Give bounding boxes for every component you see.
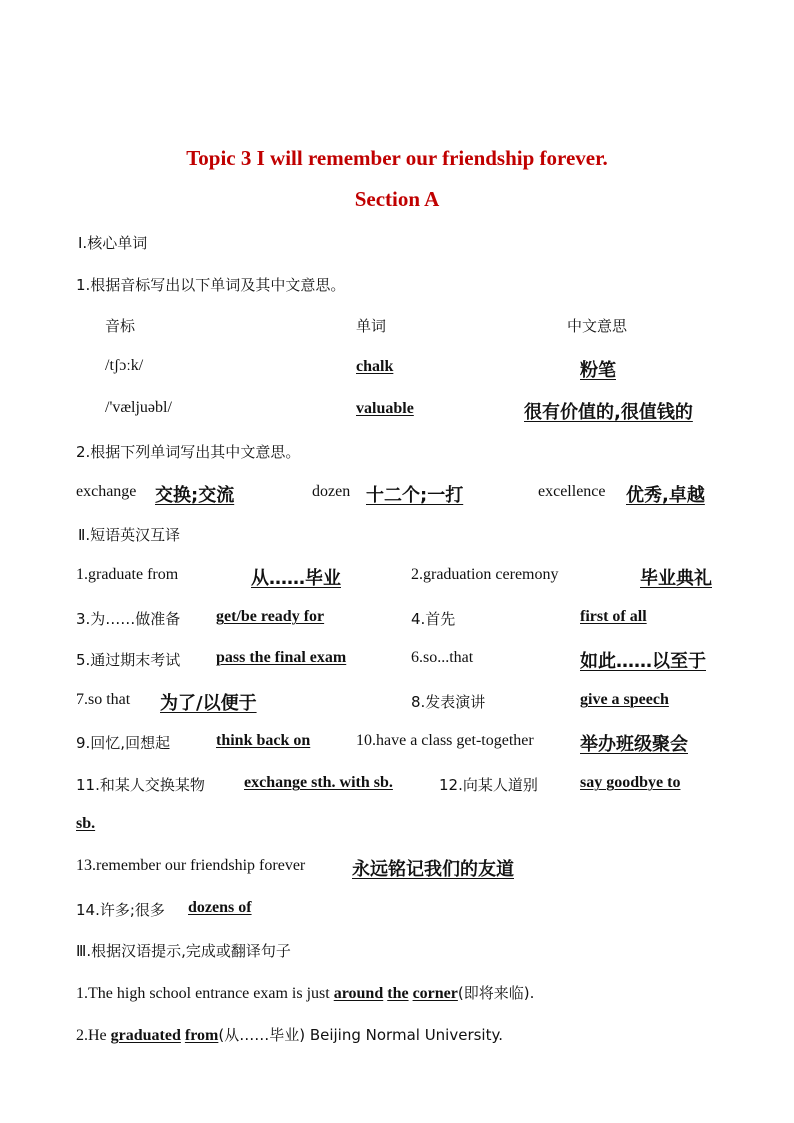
- word-answer-2: valuable: [356, 400, 414, 417]
- phrase-a-2: 毕业典礼: [640, 568, 712, 589]
- meaning-answer-1: 粉笔: [580, 360, 616, 381]
- phrase-q-13: 13.remember our friendship forever: [76, 857, 306, 874]
- phrase-q-12: 12.向某人道别: [439, 776, 538, 794]
- phrase-a-6: 如此……以至于: [580, 651, 706, 672]
- q2-word-2: dozen: [312, 483, 351, 500]
- phrase-a-14: dozens of: [188, 899, 252, 916]
- q2-answer-2: 十二个;一打: [366, 485, 464, 506]
- phrase-q-11: 11.和某人交换某物: [76, 776, 205, 794]
- phrase-a-4: first of all: [580, 608, 647, 625]
- q2-answer-3: 优秀,卓越: [626, 485, 705, 506]
- header-word: 单词: [356, 317, 387, 335]
- q1-instruction: 1.根据音标写出以下单词及其中文意思。: [76, 276, 346, 294]
- phrase-a-11: exchange sth. with sb.: [244, 774, 393, 791]
- sentence-1-answer-1: around: [333, 985, 384, 1002]
- sentence-1-post: (即将来临).: [457, 984, 535, 1002]
- header-phonetic: 音标: [105, 317, 136, 335]
- phrase-a-3: get/be ready for: [216, 608, 325, 625]
- sentence-2-answer-1: graduated: [110, 1027, 181, 1044]
- phrase-q-3: 3.为……做准备: [76, 610, 181, 628]
- phonetic-1: /tʃɔːk/: [105, 357, 144, 374]
- part3-heading: Ⅲ.根据汉语提示,完成或翻译句子: [76, 942, 291, 960]
- phrase-a-13: 永远铭记我们的友道: [352, 859, 514, 880]
- section-title: Section A: [354, 187, 440, 211]
- phrase-a-12: say goodbye to: [580, 774, 681, 791]
- phrase-q-14: 14.许多;很多: [76, 901, 165, 919]
- phrase-a-10: 举办班级聚会: [580, 734, 688, 755]
- q2-instruction: 2.根据下列单词写出其中文意思。: [76, 443, 301, 461]
- phrase-q-2: 2.graduation ceremony: [411, 566, 559, 583]
- page-title: Topic 3 I will remember our friendship forever.: [186, 146, 608, 170]
- phrase-q-5: 5.通过期末考试: [76, 651, 181, 669]
- phrase-q-8: 8.发表演讲: [411, 693, 486, 711]
- sentence-1-pre: 1.The high school entrance exam is just: [76, 985, 330, 1002]
- phrase-q-1: 1.graduate from: [76, 566, 179, 583]
- sentence-2-post: (从……毕业) Beijing Normal University.: [218, 1026, 503, 1044]
- phrase-a-7: 为了/以便于: [160, 693, 257, 714]
- phrase-q-4: 4.首先: [411, 610, 456, 628]
- q2-word-1: exchange: [76, 483, 137, 500]
- sentence-1-answer-3: corner: [412, 985, 458, 1002]
- phonetic-2: /'væljuəbl/: [105, 399, 172, 416]
- word-answer-1: chalk: [356, 358, 394, 375]
- phrase-q-7: 7.so that: [76, 691, 131, 708]
- phrase-a-12-continued: sb.: [76, 815, 96, 832]
- phrase-a-9: think back on: [216, 732, 311, 749]
- meaning-answer-2: 很有价值的,很值钱的: [524, 402, 693, 423]
- header-meaning: 中文意思: [567, 317, 628, 335]
- sentence-2-pre: 2.He: [76, 1027, 107, 1044]
- phrase-q-10: 10.have a class get-together: [356, 732, 534, 749]
- q2-answer-1: 交换;交流: [155, 485, 235, 506]
- phrase-a-8: give a speech: [580, 691, 669, 708]
- phrase-q-6: 6.so...that: [411, 649, 474, 666]
- phrase-q-9: 9.回忆,回想起: [76, 734, 171, 752]
- sentence-2: [76, 1024, 503, 1045]
- phrase-a-1: 从……毕业: [251, 568, 341, 589]
- sentence-2-answer-2: from: [184, 1027, 219, 1044]
- part2-heading: Ⅱ.短语英汉互译: [78, 526, 181, 544]
- sentence-1: [76, 982, 534, 1003]
- q2-word-3: excellence: [538, 483, 606, 500]
- part1-heading: Ⅰ.核心单词: [78, 234, 148, 252]
- phrase-a-5: pass the final exam: [216, 649, 347, 666]
- sentence-1-answer-2: the: [387, 985, 409, 1002]
